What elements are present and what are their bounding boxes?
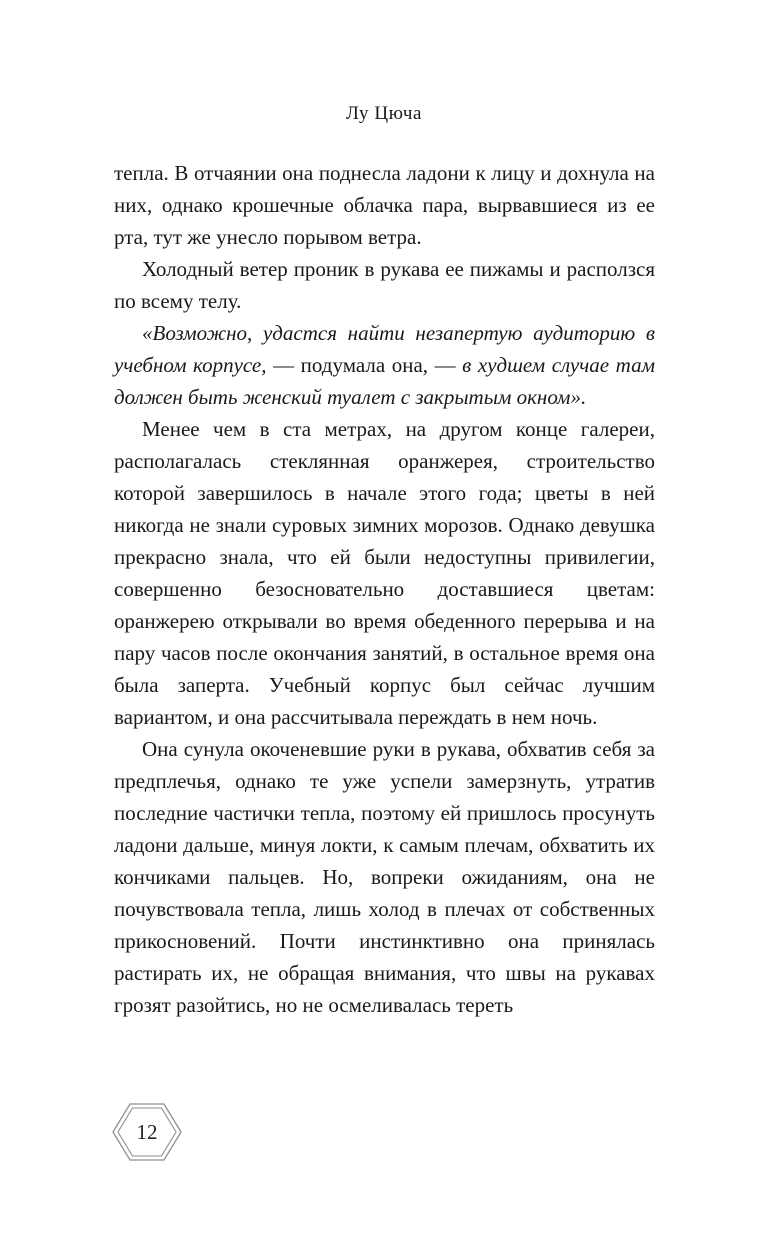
paragraph-segment: Она сунула окоченевшие руки в рукава, обхватив себя за предплечья, однако те уже успели замерзнуть, утратив последние частички тепла, поэтому ей пришлось просунуть ладони дальше, минуя локти, к самым плечам, обхватить их кончиками пальцев. Но, вопреки ожиданиям, она не почувствовала тепла, лишь холод в плечах от собственных прикосновений. Почти инстинктивно она принялась растирать их, не обращая внимания, что швы на рукавах грозят разойтись, но не осмеливалась тереть [114,737,655,1017]
paragraph [114,253,655,317]
paragraph [114,413,655,733]
paragraph [114,157,655,253]
running-header-author: Лу Цюча [345,103,423,124]
page-number-badge [112,1103,182,1161]
page-number: 12 [136,1119,158,1144]
paragraph-segment-italic: в худшем случае там должен быть женский туалет с закрытым окном». [114,353,655,409]
paragraph [114,733,655,1021]
body-text [114,157,655,1021]
paragraph [114,317,655,413]
paragraph-segment: — подумала она, — [273,353,456,377]
paragraph-segment: Холодный ветер проник в рукава ее пижамы и расползся по всему телу. [114,257,655,313]
paragraph-segment-italic: «Возможно, удастся найти незапертую аудиторию в учебном корпусе, [114,321,655,377]
paragraph-segment: тепла. В отчаянии она поднесла ладони к лицу и дохнула на них, однако крошечные облачка пара, вырвавшиеся из ее рта, тут же унесло порывом ветра. [114,161,655,249]
paragraph-segment: Менее чем в ста метрах, на другом конце галереи, располагалась стеклянная оранжерея, строительство которой завершилось в начале этого года; цветы в ней никогда не знали суровых зимних морозов. Однако девушка прекрасно знала, что ей были недоступны привилегии, совершенно безосновательно доставшиеся цветам: оранжерею открывали во время обеденного перерыва и на пару часов после окончания занятий, в остальное время она была заперта. Учебный корпус был сейчас лучшим вариантом, и она рассчитывала переждать в нем ночь. [114,417,655,729]
